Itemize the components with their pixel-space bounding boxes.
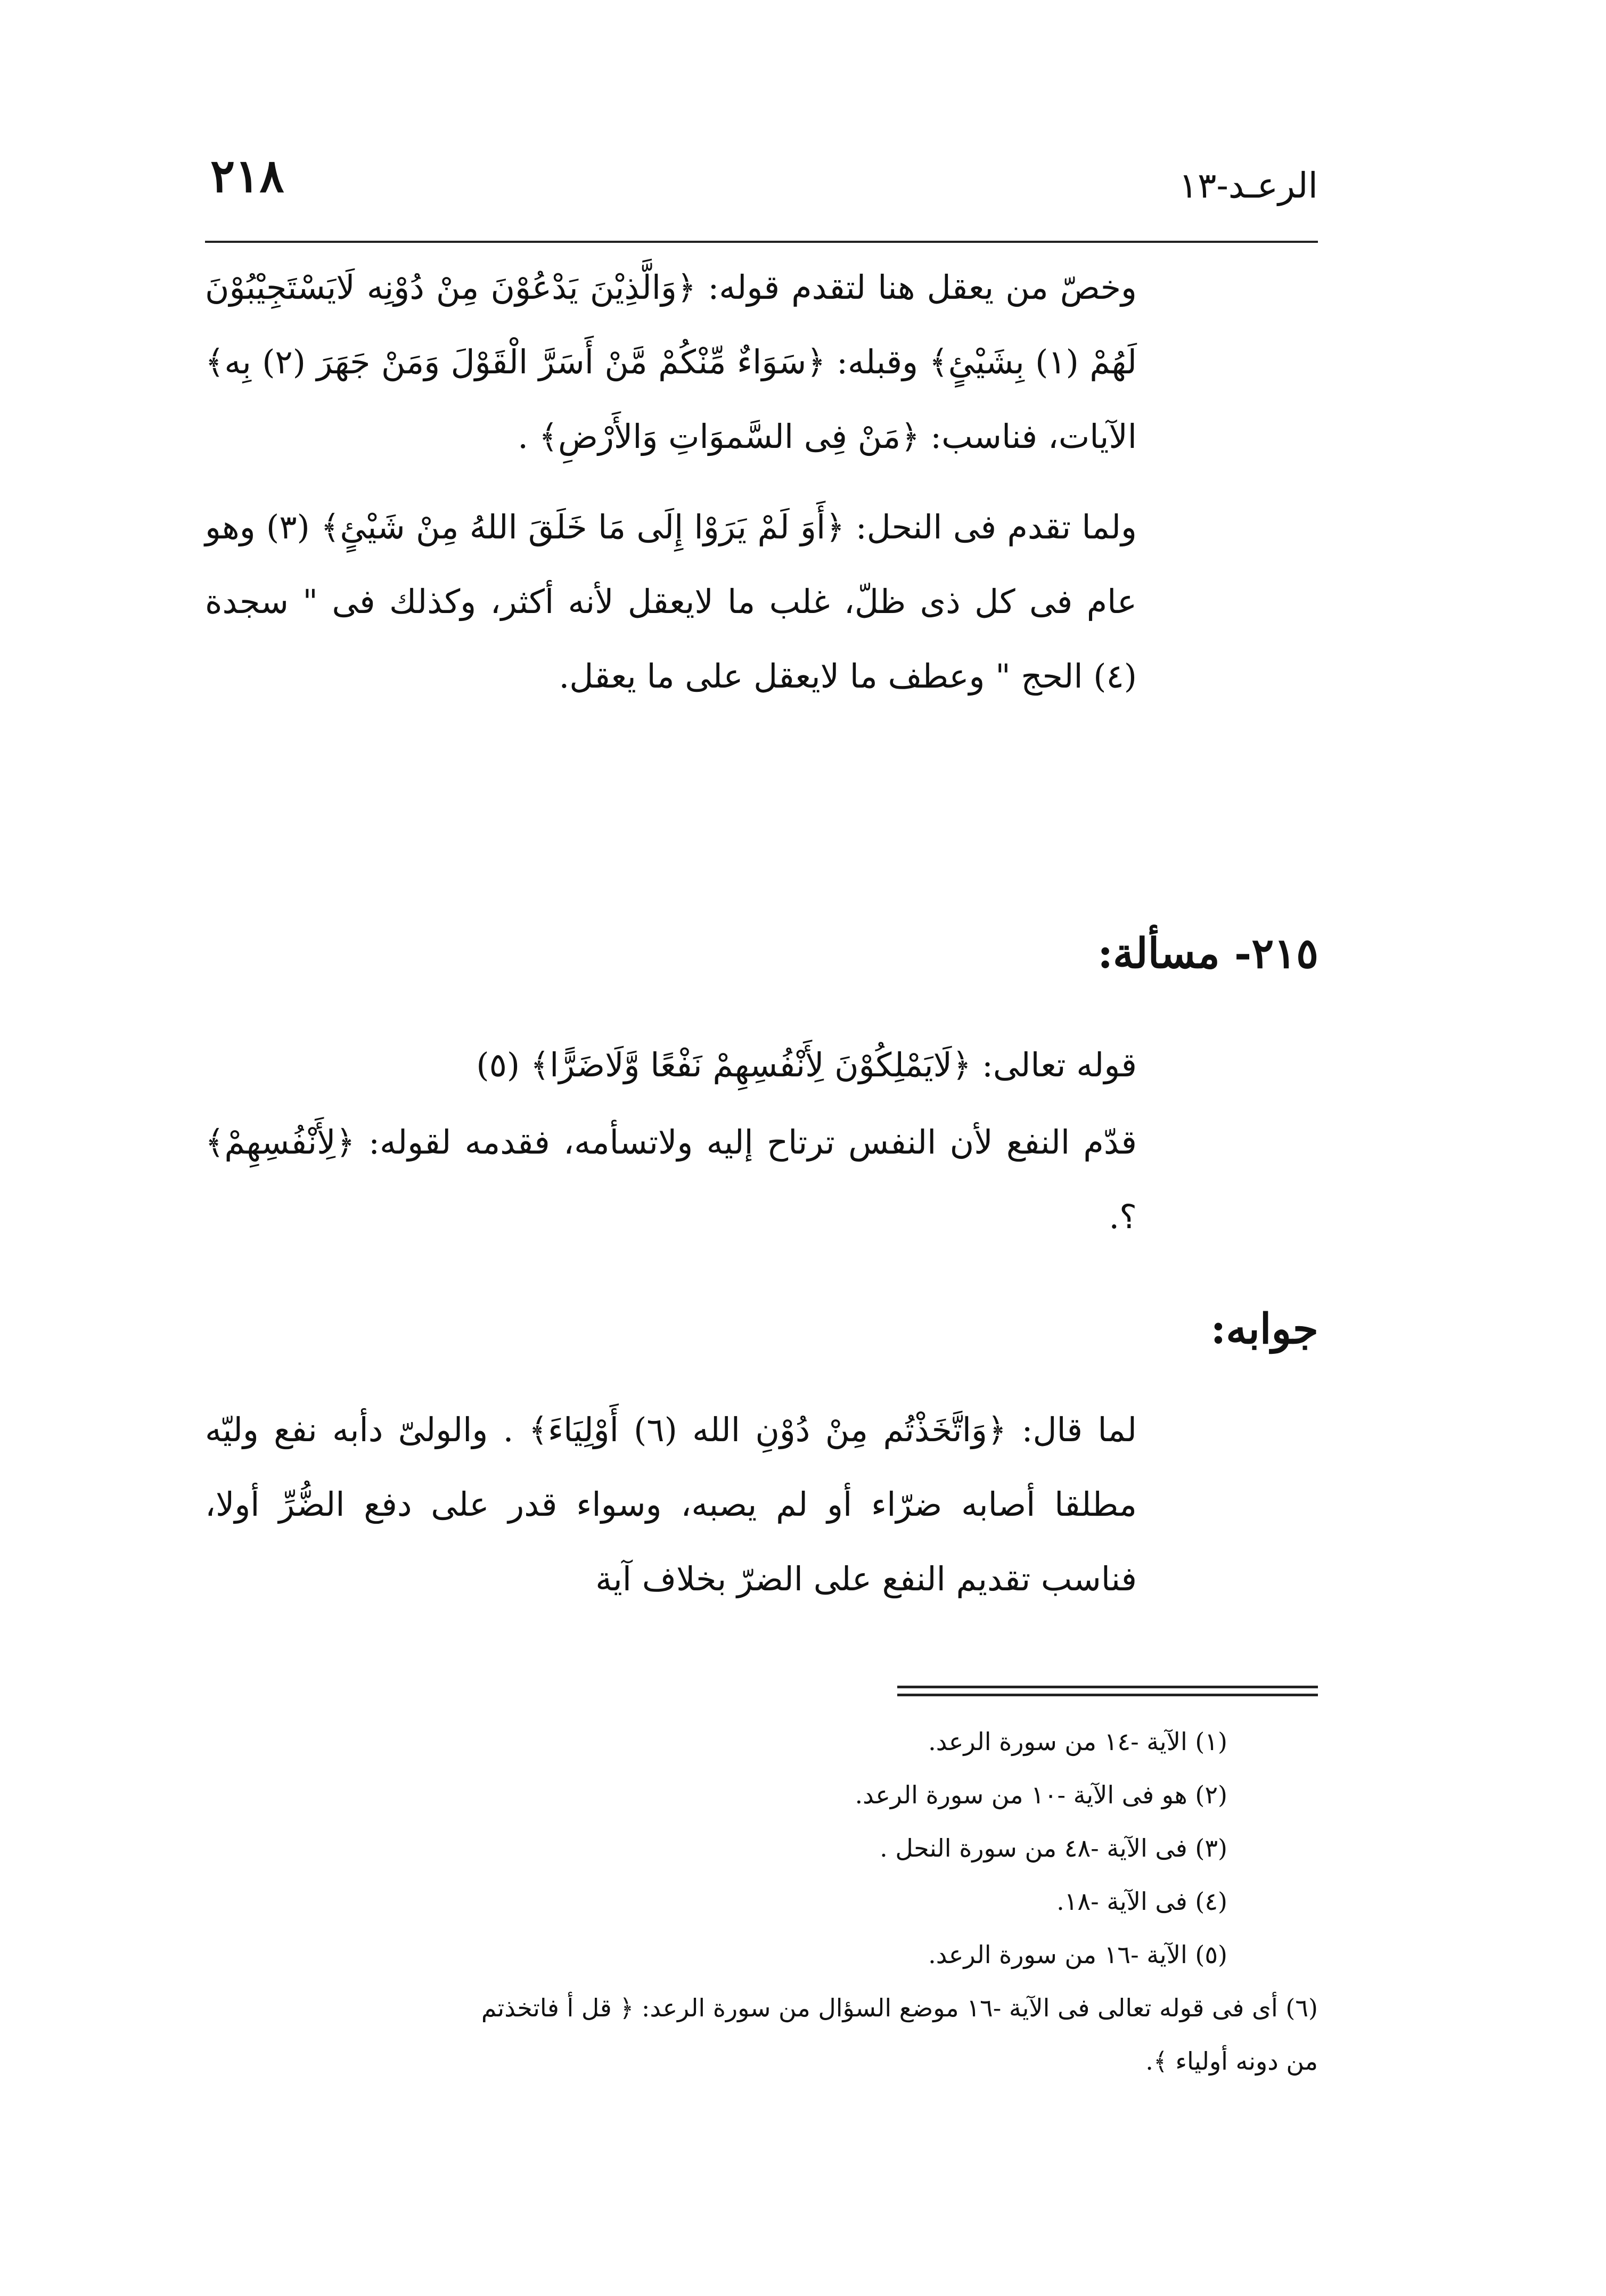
question-heading: ٢١٥- مسألة: — [1097, 929, 1318, 978]
header-rule — [205, 241, 1318, 243]
page-number: ٢١٨ — [210, 149, 284, 203]
question-text: قدّم النفع لأن النفس ترتاح إليه ولاتسأمه، فقدمه لقوله: ﴿لِأَنْفُسِهِمْ﴾ ؟. — [205, 1123, 1137, 1236]
paragraph-2: ولما تقدم فى النحل: ﴿أَوَ لَمْ يَرَوْا إِلَى مَا خَلَقَ اللهُ مِنْ شَيْئٍ﴾ (٣) وهو عام فى كل ذى ظلّ، غلب ما لايعقل لأنه أكثر، وكذلك فى " سجدة (٤) الحج " وعطف ما لايعقل على ما يعقل. — [205, 508, 1137, 696]
page-header — [205, 144, 1318, 229]
section-continuation — [205, 250, 1137, 714]
paragraph-1: وخصّ من يعقل هنا لتقدم قوله: ﴿وَالَّذِيْنَ يَدْعُوْنَ مِنْ دُوْنِه لَايَسْتَجِيْبُوْنَ لَهُمْ (١) بِشَيْئٍ﴾ وقبله: ﴿سَوَاءٌ مِّنْكُمْ مَّنْ أَسَرَّ الْقَوْلَ وَمَنْ جَهَرَ (٢) بِه﴾ الآيات، فناسب: ﴿مَنْ فِى السَّموَاتِ وَالأَرْضِ﴾ . — [205, 268, 1137, 456]
footnote-rule-double — [897, 1694, 1318, 1696]
footnote-1: (١) الآية -١٤ من سورة الرعد. — [928, 1727, 1227, 1756]
footnote-6-continued: من دونه أولياء ﴾. — [1145, 2047, 1318, 2076]
footnote-rule — [897, 1686, 1318, 1688]
answer-block — [205, 1393, 1137, 1616]
answer-text: لما قال: ﴿وَاتَّخَذْتُم مِنْ دُوْنِ الله (٦) أَوْلِيَاءَ﴾ . والولىّ دأبه نفع وليّه مطلقا أصابه ضرّاء أو لم يصبه، وسواء قدر على دفع الضُّرِّ أولا، فناسب تقديم النفع على الضرّ بخلاف آية — [205, 1410, 1137, 1598]
footnote-3: (٣) فى الآية -٤٨ من سورة النحل . — [880, 1834, 1227, 1862]
footnote-6: (٦) أى فى قوله تعالى فى الآية -١٦ موضع السؤال من سورة الرعد: ﴿ قل أ فاتخذتم — [481, 1993, 1318, 2022]
question-block — [205, 1025, 1137, 1254]
footnotes — [205, 1715, 1318, 2088]
answer-heading: جوابه: — [1210, 1305, 1318, 1353]
question-verse: قوله تعالى: ﴿لَايَمْلِكُوْنَ لِأَنْفُسِهِمْ نَفْعًا وَّلَاضَرًّا﴾ (٥) — [476, 1045, 1137, 1084]
running-title: الرعـد-١٣ — [1178, 165, 1318, 206]
footnote-5: (٥) الآية -١٦ من سورة الرعد. — [928, 1940, 1227, 1969]
footnote-2: (٢) هو فى الآية -١٠ من سورة الرعد. — [855, 1780, 1227, 1809]
footnote-4: (٤) فى الآية -١٨. — [1056, 1887, 1227, 1916]
